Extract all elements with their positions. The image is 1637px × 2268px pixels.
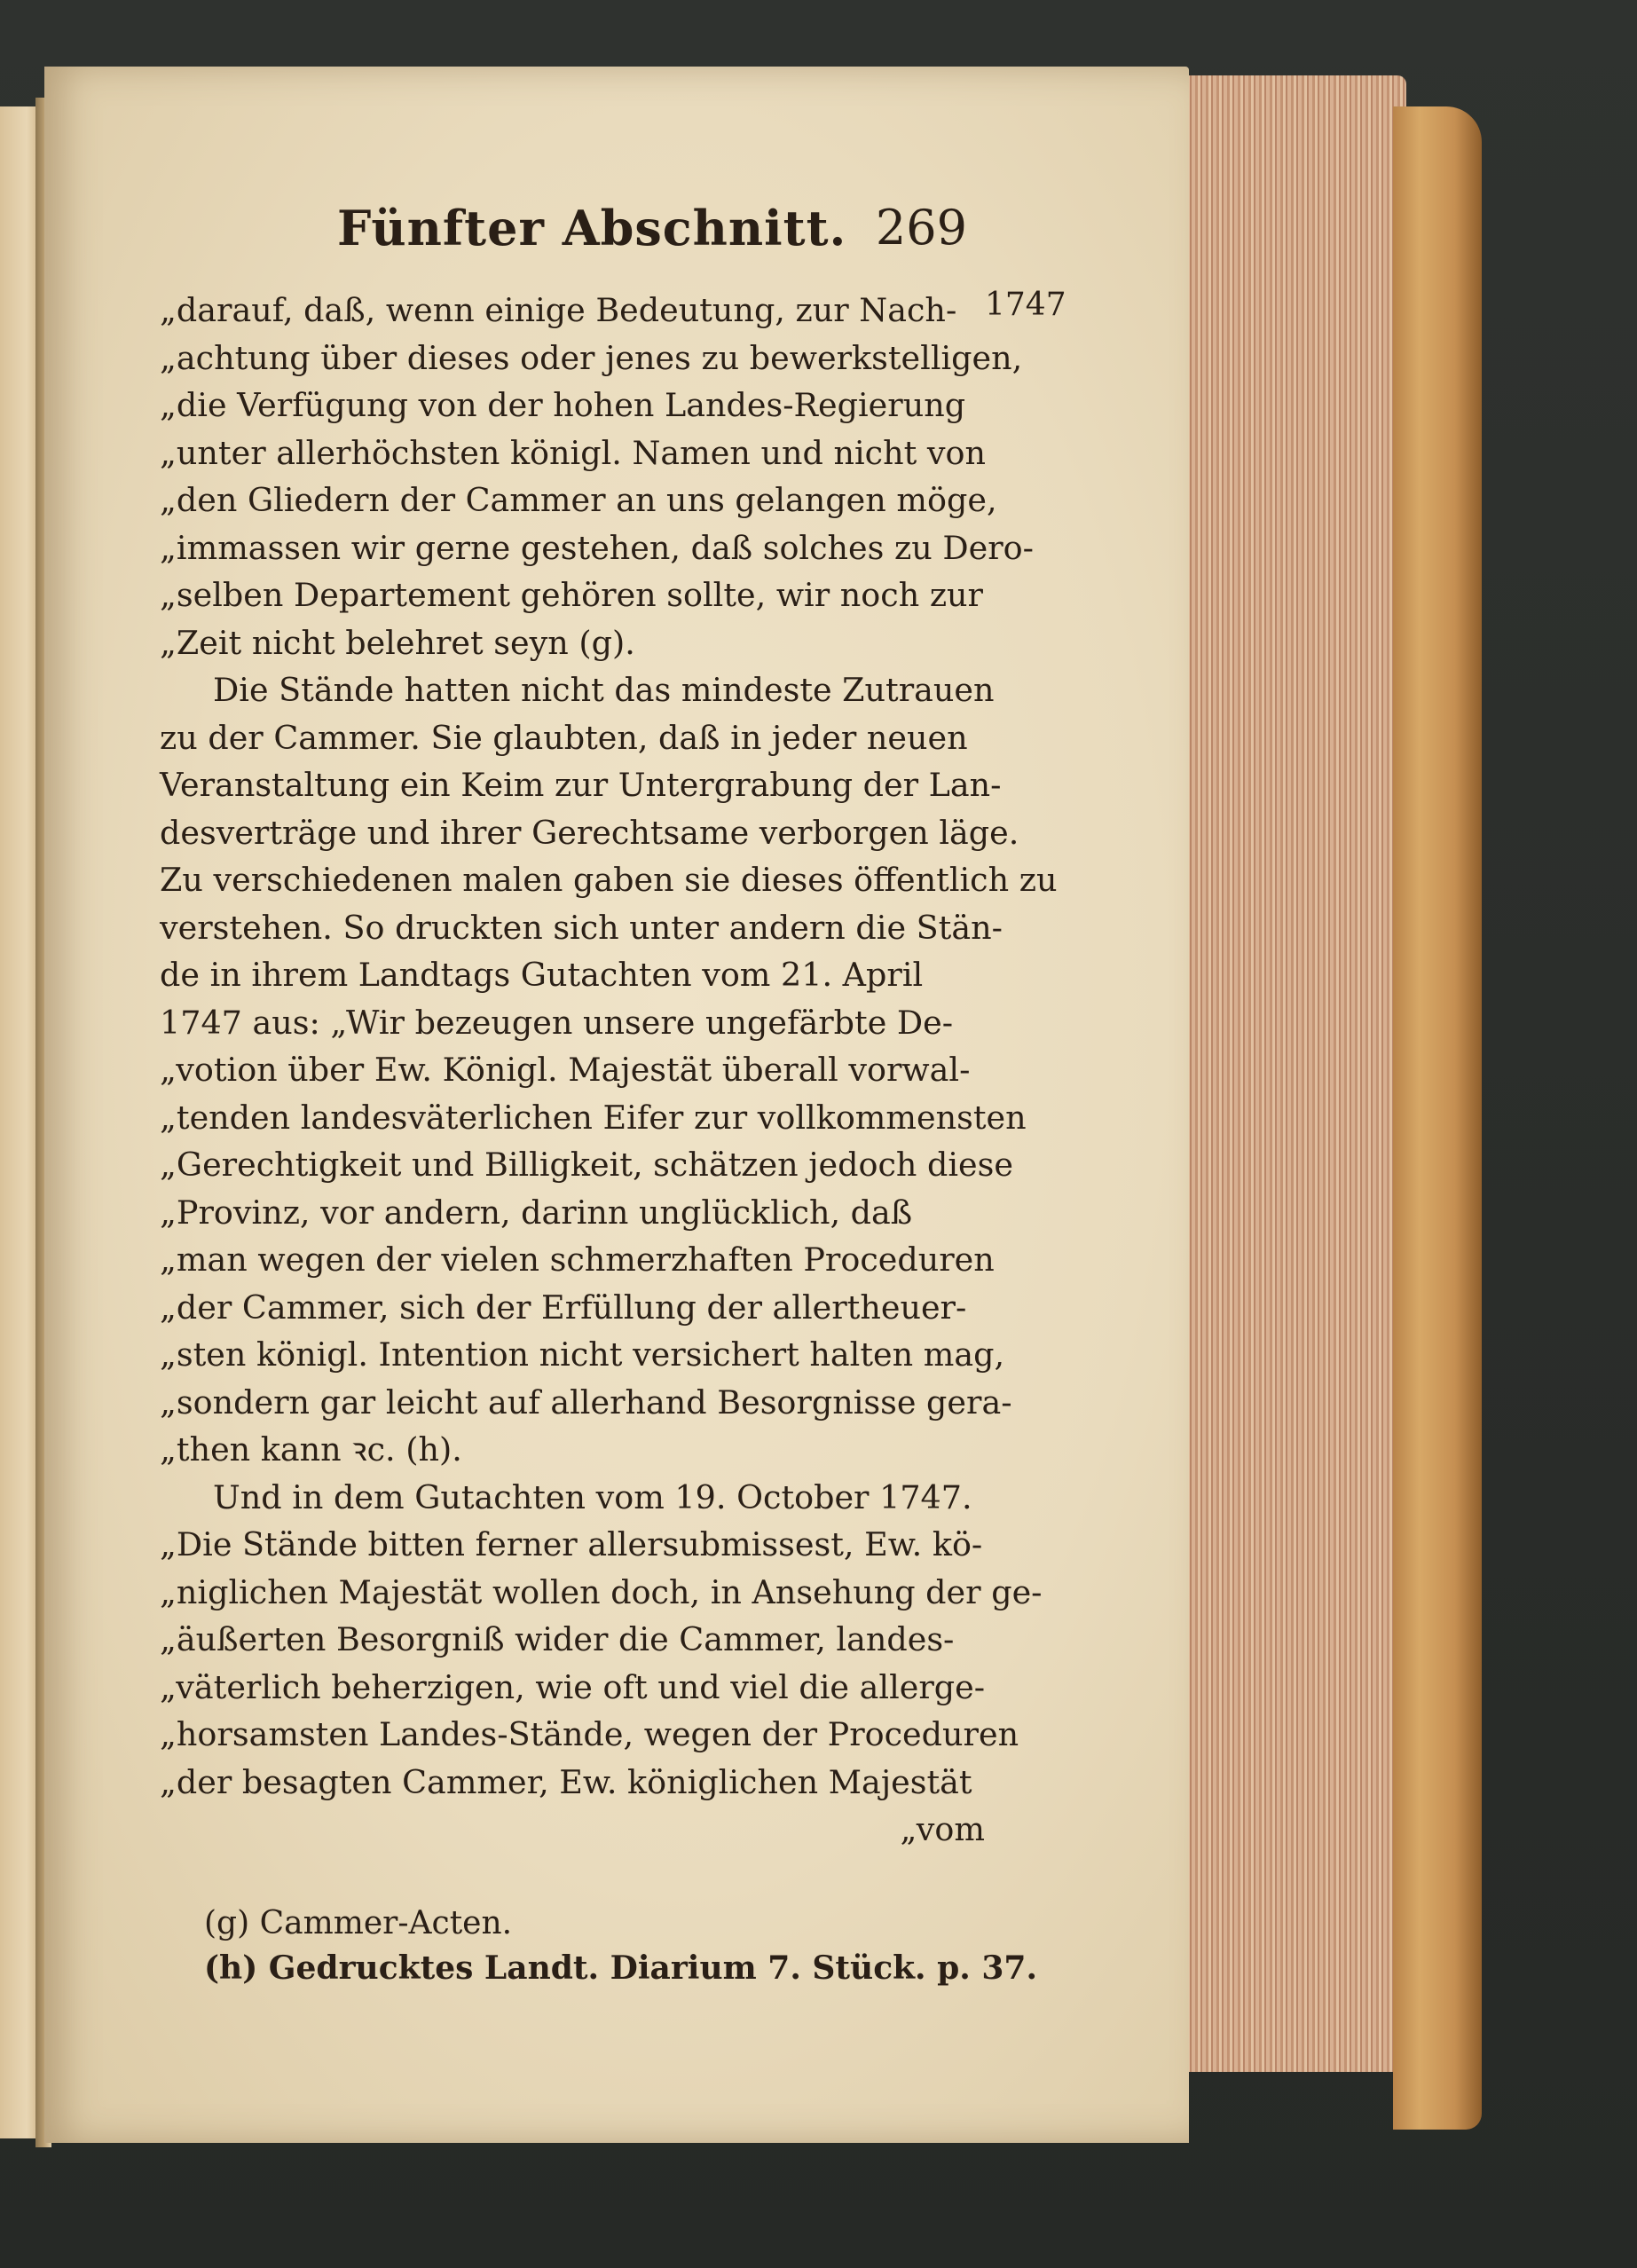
book-cover-edge — [1393, 106, 1482, 2130]
text-line: „then kann ꝛc. (h). — [160, 1430, 462, 1469]
text-line: Zu verschiedenen malen gaben sie dieses öffentlich zu — [160, 861, 1058, 899]
text-line: „die Verfügung von der hohen Landes-Regierung — [160, 386, 966, 424]
text-line: „tenden landesväterlichen Eifer zur vollkommensten — [160, 1098, 1027, 1137]
marginal-year: 1747 — [985, 287, 1066, 323]
page-edges — [1184, 75, 1406, 2072]
footnotes — [160, 1902, 1037, 1990]
text-line: „Zeit nicht belehret seyn (g). — [160, 623, 635, 662]
text-line: „väterlich beherzigen, wie oft und viel die allerge- — [160, 1667, 986, 1706]
text-line: „achtung über dieses oder jenes zu bewerkstelligen, — [160, 338, 1023, 377]
text-line: „man wegen der vielen schmerzhaften Proceduren — [160, 1240, 995, 1279]
page-header — [160, 200, 994, 280]
text-line: 1747 aus: „Wir bezeugen unsere ungefärbte De- — [160, 1003, 954, 1042]
text-line: „Gerechtigkeit und Billigkeit, schätzen jedoch diese — [160, 1146, 1013, 1184]
text-line: „votion über Ew. Königl. Majestät überall vorwal- — [160, 1051, 971, 1089]
text-line: „darauf, daß, wenn einige Bedeutung, zur Nach- — [160, 291, 957, 329]
text-line: „Provinz, vor andern, darinn unglücklich, daß — [160, 1193, 913, 1232]
running-head: Fünfter Abschnitt. — [337, 200, 847, 256]
text-line: desverträge und ihrer Gerechtsame verborgen läge. — [160, 813, 1019, 852]
text-line: „immassen wir gerne gestehen, daß solches zu Dero- — [160, 528, 1034, 567]
text-line: „sondern gar leicht auf allerhand Besorgnisse gera- — [160, 1382, 1012, 1421]
text-line: „Die Stände bitten ferner allersubmissest, Ew. kö- — [160, 1525, 983, 1563]
text-line: Die Stände hatten nicht das mindeste Zutrauen — [213, 671, 995, 709]
text-line: Veranstaltung ein Keim zur Untergrabung der Lan- — [160, 766, 1002, 804]
text-line: Und in dem Gutachten vom 19. October 1747. — [213, 1477, 972, 1516]
text-line: zu der Cammer. Sie glaubten, daß in jeder neuen — [160, 718, 968, 757]
text-line: „der besagten Cammer, Ew. königlichen Majestät — [160, 1762, 972, 1801]
footnote-h: (h) Gedrucktes Landt. Diarium 7. Stück. p. 37. — [204, 1949, 1037, 1987]
text-line: „unter allerhöchsten königl. Namen und nicht von — [160, 433, 986, 472]
text-line: verstehen. So druckten sich unter andern die Stän- — [160, 908, 1003, 947]
text-line: „den Gliedern der Cammer an uns gelangen möge, — [160, 481, 997, 519]
catchword: „vom — [900, 1810, 985, 1848]
text-line: „der Cammer, sich der Erfüllung der allertheuer- — [160, 1288, 967, 1327]
text-line: „niglichen Majestät wollen doch, in Ansehung der ge- — [160, 1572, 1043, 1611]
body-text — [160, 287, 1058, 1854]
text-line: „äußerten Besorgniß wider die Cammer, landes- — [160, 1620, 955, 1658]
text-line: „horsamsten Landes-Stände, wegen der Proceduren — [160, 1715, 1019, 1753]
footnote-g: (g) Cammer-Acten. — [204, 1904, 513, 1941]
text-line: de in ihrem Landtags Gutachten vom 21. April — [160, 956, 924, 994]
text-line: „selben Departement gehören sollte, wir noch zur — [160, 576, 984, 614]
page-text — [160, 200, 1066, 1990]
text-line: „sten königl. Intention nicht versichert halten mag, — [160, 1335, 1005, 1374]
page-number: 269 — [875, 200, 967, 256]
